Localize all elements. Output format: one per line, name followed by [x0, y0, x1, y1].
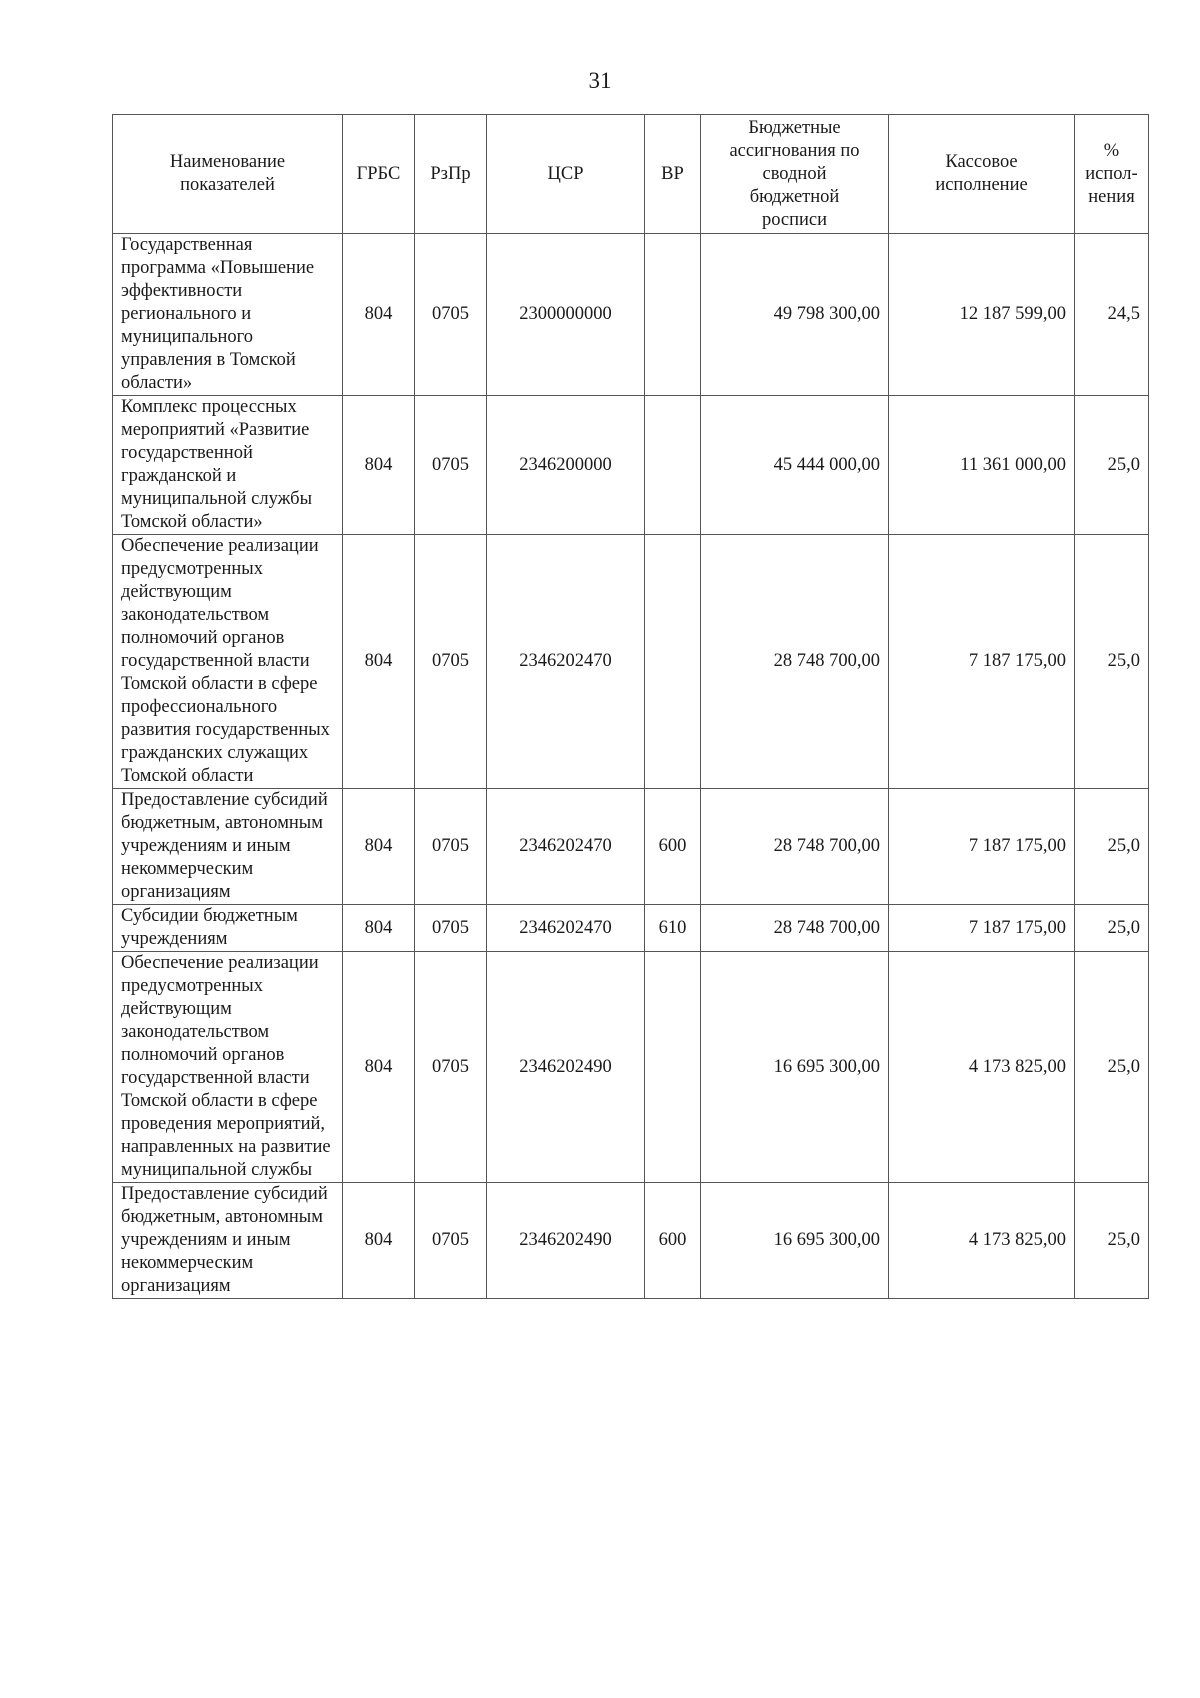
- cell-grbs: 804: [343, 789, 415, 905]
- table-row: [113, 234, 1149, 396]
- budget-execution-table: [112, 114, 1149, 1299]
- cell-cash: 11 361 000,00: [889, 396, 1075, 535]
- cell-cash: 7 187 175,00: [889, 789, 1075, 905]
- cell-grbs: 804: [343, 535, 415, 789]
- table-row: [113, 535, 1149, 789]
- cell-rzpr: 0705: [415, 952, 487, 1183]
- cell-name: Комплекс процессных мероприятий «Развитие государственной гражданской и муниципальной службы Томской области»: [113, 396, 343, 535]
- cell-csr: 2346200000: [487, 396, 645, 535]
- cell-budget: 28 748 700,00: [701, 535, 889, 789]
- header-name-line: Наименование: [169, 152, 286, 172]
- table-row: [113, 789, 1149, 905]
- header-cash-line: Кассовое: [945, 152, 1018, 172]
- cell-rzpr: 0705: [415, 789, 487, 905]
- cell-grbs: 804: [343, 234, 415, 396]
- cell-percent: 24,5: [1075, 234, 1149, 396]
- header-name: [113, 115, 343, 234]
- header-csr: ЦСР: [487, 115, 645, 234]
- table-row: [113, 396, 1149, 535]
- header-name-line: показателей: [180, 175, 275, 195]
- cell-budget: 49 798 300,00: [701, 234, 889, 396]
- cell-percent: 25,0: [1075, 789, 1149, 905]
- header-grbs: ГРБС: [343, 115, 415, 234]
- header-percent-line: %: [1103, 140, 1120, 161]
- cell-percent: 25,0: [1075, 1183, 1149, 1299]
- cell-cash: 4 173 825,00: [889, 1183, 1075, 1299]
- table-row: [113, 952, 1149, 1183]
- cell-budget: 28 748 700,00: [701, 789, 889, 905]
- cell-csr: 2346202470: [487, 789, 645, 905]
- cell-rzpr: 0705: [415, 396, 487, 535]
- table-header-row: [113, 115, 1149, 234]
- header-percent: [1075, 115, 1149, 234]
- cell-rzpr: 0705: [415, 535, 487, 789]
- cell-rzpr: 0705: [415, 234, 487, 396]
- cell-rzpr: 0705: [415, 905, 487, 952]
- header-budget-line: сводной: [762, 163, 827, 184]
- cell-name: Предоставление субсидий бюджетным, автономным учреждениям и иным некоммерческим организациям: [113, 1183, 343, 1299]
- cell-cash: 12 187 599,00: [889, 234, 1075, 396]
- cell-vr: [645, 535, 701, 789]
- cell-percent: 25,0: [1075, 396, 1149, 535]
- cell-csr: 2346202470: [487, 535, 645, 789]
- cell-csr: 2300000000: [487, 234, 645, 396]
- cell-name: Предоставление субсидий бюджетным, автономным учреждениям и иным некоммерческим организациям: [113, 789, 343, 905]
- table-row: [113, 905, 1149, 952]
- cell-budget: 45 444 000,00: [701, 396, 889, 535]
- cell-csr: 2346202490: [487, 1183, 645, 1299]
- cell-vr: 600: [645, 1183, 701, 1299]
- cell-percent: 25,0: [1075, 535, 1149, 789]
- header-budget: [701, 115, 889, 234]
- cell-csr: 2346202470: [487, 905, 645, 952]
- cell-name: Государственная программа «Повышение эффективности регионального и муниципального управления в Томской области»: [113, 234, 343, 396]
- cell-vr: 610: [645, 905, 701, 952]
- cell-csr: 2346202490: [487, 952, 645, 1183]
- cell-percent: 25,0: [1075, 952, 1149, 1183]
- header-vr: ВР: [645, 115, 701, 234]
- cell-percent: 25,0: [1075, 905, 1149, 952]
- header-percent-line: испол-: [1085, 163, 1138, 184]
- cell-grbs: 804: [343, 1183, 415, 1299]
- header-budget-line: росписи: [761, 209, 828, 230]
- cell-grbs: 804: [343, 952, 415, 1183]
- cell-cash: 4 173 825,00: [889, 952, 1075, 1183]
- cell-vr: 600: [645, 789, 701, 905]
- header-budget-line: Бюджетные: [748, 117, 841, 138]
- header-percent-line: нения: [1088, 186, 1135, 207]
- page-number: 31: [588, 68, 612, 93]
- cell-name: Обеспечение реализации предусмотренных действующим законодательством полномочий органов государственной власти Томской области в сфере проведения мероприятий, направленных на развитие муниципальной службы: [113, 952, 343, 1183]
- cell-budget: 16 695 300,00: [701, 1183, 889, 1299]
- cell-vr: [645, 952, 701, 1183]
- cell-cash: 7 187 175,00: [889, 535, 1075, 789]
- cell-grbs: 804: [343, 396, 415, 535]
- header-budget-line: ассигнования по: [729, 140, 860, 161]
- cell-name: Субсидии бюджетным учреждениям: [113, 905, 343, 952]
- header-budget-line: бюджетной: [749, 186, 840, 207]
- header-cash-line: исполнение: [935, 175, 1028, 195]
- cell-budget: 28 748 700,00: [701, 905, 889, 952]
- cell-vr: [645, 234, 701, 396]
- cell-cash: 7 187 175,00: [889, 905, 1075, 952]
- cell-grbs: 804: [343, 905, 415, 952]
- table-row: [113, 1183, 1149, 1299]
- cell-budget: 16 695 300,00: [701, 952, 889, 1183]
- cell-name: Обеспечение реализации предусмотренных действующим законодательством полномочий органов государственной власти Томской области в сфере профессионального развития государственных гражданских служащих Томской области: [113, 535, 343, 789]
- header-rzpr: РзПр: [415, 115, 487, 234]
- cell-vr: [645, 396, 701, 535]
- cell-rzpr: 0705: [415, 1183, 487, 1299]
- header-cash: [889, 115, 1075, 234]
